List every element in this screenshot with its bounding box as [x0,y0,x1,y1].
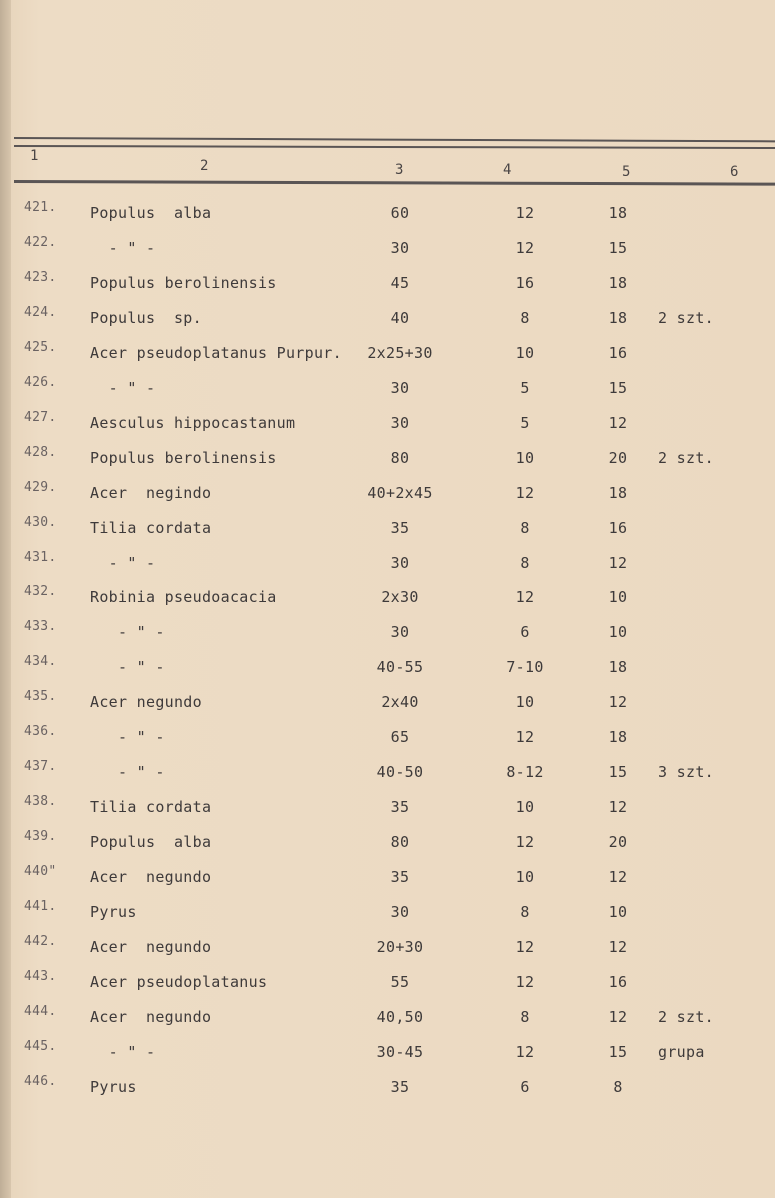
col-3-value: 80 [390,833,410,852]
col-3-value: 65 [390,728,410,747]
col-6-note: 2 szt. [658,308,714,327]
col-3-value: 2x25+30 [367,343,433,362]
species-name: Acer negindo [90,483,212,502]
col-4-value: 12 [515,483,535,502]
col-4-value: 10 [515,343,535,362]
col-5-value: 18 [608,658,628,677]
row-number: 439. [24,829,57,845]
row-number: 430. [24,514,57,530]
col-4-value: 10 [515,868,535,887]
col-3-value: 2x40 [381,693,419,712]
table-row [0,584,775,622]
col-6-note: grupa [658,1042,705,1061]
col-5-value: 15 [608,1042,628,1061]
table-row [0,339,775,378]
species-name: Acer pseudoplatanus Purpur. [90,343,342,362]
col-4-value: 10 [515,693,535,712]
col-5-value: 18 [608,308,628,327]
col-5-value: 15 [608,763,628,782]
col-4-value: 12 [515,588,535,607]
col-3-value: 40 [390,308,410,327]
col-5-value: 10 [608,903,628,921]
col-4-value: 8 [520,903,530,921]
species-name: Populus alba [90,204,212,222]
species-name: Populus sp. [90,308,202,327]
col-3-value: 30 [390,413,410,432]
col-3-value: 40+2x45 [367,483,433,502]
col-3-value: 40-50 [376,763,424,782]
species-name: - " - [90,763,165,782]
col-5-value: 12 [608,868,628,887]
species-name: - " - [90,553,156,572]
table-row [0,549,775,588]
col-4-value: 10 [515,448,535,467]
col-4-value: 10 [515,798,535,817]
col-4-value: 12 [515,937,535,956]
col-3-value: 2x30 [381,588,419,607]
col-4-value: 12 [515,238,535,257]
col-6-note: 3 szt. [658,763,714,782]
row-number: 438. [24,794,57,810]
col-5-value: 18 [608,728,628,747]
row-number: 436. [24,724,57,740]
col-5-value: 20 [608,448,628,467]
col-3-value: 35 [390,868,410,887]
col-3-value: 60 [390,204,410,222]
col-6-note: 2 szt. [658,448,714,467]
species-name: Acer negundo [90,868,212,887]
row-number: 437. [24,759,57,775]
header-col-4: 4 [503,162,512,178]
col-3-value: 80 [390,448,410,467]
header-col-6: 6 [730,164,739,180]
row-number: 444. [24,1003,57,1019]
species-name: Pyrus [90,1077,137,1096]
col-4-value: 7-10 [506,658,544,677]
col-5-value: 16 [608,343,628,362]
species-name: Populus berolinensis [90,448,277,467]
row-number: 424. [24,304,57,320]
col-4-value: 12 [515,728,535,747]
col-5-value: 10 [608,623,628,642]
table-header-bottom-rule [14,180,775,186]
table-row [0,200,775,238]
table-row [0,444,775,483]
table-row [0,864,775,902]
col-5-value: 16 [608,518,628,537]
row-number: 435. [24,689,57,705]
row-number: 429. [24,479,57,495]
table-row [0,1073,775,1112]
table-row [0,933,775,972]
header-col-1: 1 [30,148,39,164]
col-4-value: 12 [515,972,535,991]
col-4-value: 8-12 [506,763,544,782]
col-4-value: 6 [520,1077,530,1096]
col-3-value: 40-55 [376,658,424,677]
col-5-value: 8 [613,1077,623,1096]
col-4-value: 8 [520,518,530,537]
table-row [0,829,775,867]
species-name: - " - [90,658,165,677]
row-number: 422. [24,234,57,250]
table-row [0,759,775,797]
col-4-value: 12 [515,204,535,222]
species-name: - " - [90,623,165,642]
species-name: Pyrus [90,903,137,921]
table-row [0,724,775,762]
species-name: Tilia cordata [90,518,212,537]
col-5-value: 15 [608,238,628,257]
col-3-value: 30-45 [376,1042,424,1061]
species-name: - " - [90,378,156,397]
species-name: Aesculus hippocastanum [90,413,296,432]
col-3-value: 30 [390,903,410,921]
row-number: 442. [24,933,57,949]
col-5-value: 12 [608,413,628,432]
species-name: Acer negundo [90,693,202,712]
species-name: Acer negundo [90,937,212,956]
row-number: 443. [24,968,57,984]
table-row [0,899,775,937]
species-name: Populus alba [90,833,212,852]
col-5-value: 12 [608,937,628,956]
table-row [0,1038,775,1077]
col-3-value: 35 [390,1077,410,1096]
row-number: 440" [24,864,57,880]
col-4-value: 6 [520,623,530,642]
species-name: - " - [90,728,165,747]
col-4-value: 5 [520,413,530,432]
row-number: 445. [24,1038,57,1054]
row-number: 423. [24,269,57,285]
col-5-value: 12 [608,693,628,712]
row-number: 425. [24,339,57,355]
table-row [0,409,775,448]
col-5-value: 18 [608,204,628,222]
table-top-rule-second [14,145,775,149]
col-6-note: 2 szt. [658,1007,714,1026]
species-name: Acer negundo [90,1007,212,1026]
row-number: 431. [24,549,57,565]
col-5-value: 12 [608,798,628,817]
row-number: 441. [24,899,57,914]
row-number: 421. [24,200,57,215]
species-name: - " - [90,1042,156,1061]
col-5-value: 10 [608,588,628,607]
col-3-value: 35 [390,518,410,537]
row-number: 446. [24,1073,57,1089]
col-5-value: 18 [608,483,628,502]
col-3-value: 30 [390,623,410,642]
col-3-value: 35 [390,798,410,817]
row-number: 427. [24,409,57,425]
table-row [0,794,775,832]
col-5-value: 12 [608,553,628,572]
table-row [0,689,775,727]
col-5-value: 20 [608,833,628,852]
col-3-value: 30 [390,553,410,572]
col-3-value: 45 [390,273,410,292]
col-5-value: 15 [608,378,628,397]
table-row [0,374,775,413]
col-4-value: 8 [520,553,530,572]
col-5-value: 12 [608,1007,628,1026]
species-name: Tilia cordata [90,798,212,817]
species-name: - " - [90,238,156,257]
col-4-value: 12 [515,1042,535,1061]
col-5-value: 18 [608,273,628,292]
row-number: 433. [24,619,57,635]
species-name: Robinia pseudoacacia [90,588,277,607]
col-4-value: 8 [520,1007,530,1026]
col-4-value: 5 [520,378,530,397]
table-row [0,234,775,273]
table-row [0,514,775,553]
table-row [0,968,775,1007]
col-3-value: 20+30 [376,937,424,956]
species-name: Populus berolinensis [90,273,277,292]
species-name: Acer pseudoplatanus [90,972,268,991]
row-number: 434. [24,654,57,670]
table-top-rule [14,137,775,142]
header-col-2: 2 [200,158,209,174]
col-3-value: 30 [390,238,410,257]
col-4-value: 12 [515,833,535,852]
col-3-value: 55 [390,972,410,991]
table-row [0,304,775,343]
header-col-5: 5 [622,164,631,180]
col-4-value: 16 [515,273,535,292]
row-number: 428. [24,444,57,460]
header-col-3: 3 [395,162,404,178]
col-3-value: 40,50 [376,1007,424,1026]
table-row [0,479,775,518]
row-number: 432. [24,584,57,600]
col-5-value: 16 [608,972,628,991]
col-4-value: 8 [520,308,530,327]
table-row [0,619,775,657]
table-row [0,1003,775,1042]
table-row [0,269,775,308]
col-3-value: 30 [390,378,410,397]
row-number: 426. [24,374,57,390]
table-row [0,654,775,692]
